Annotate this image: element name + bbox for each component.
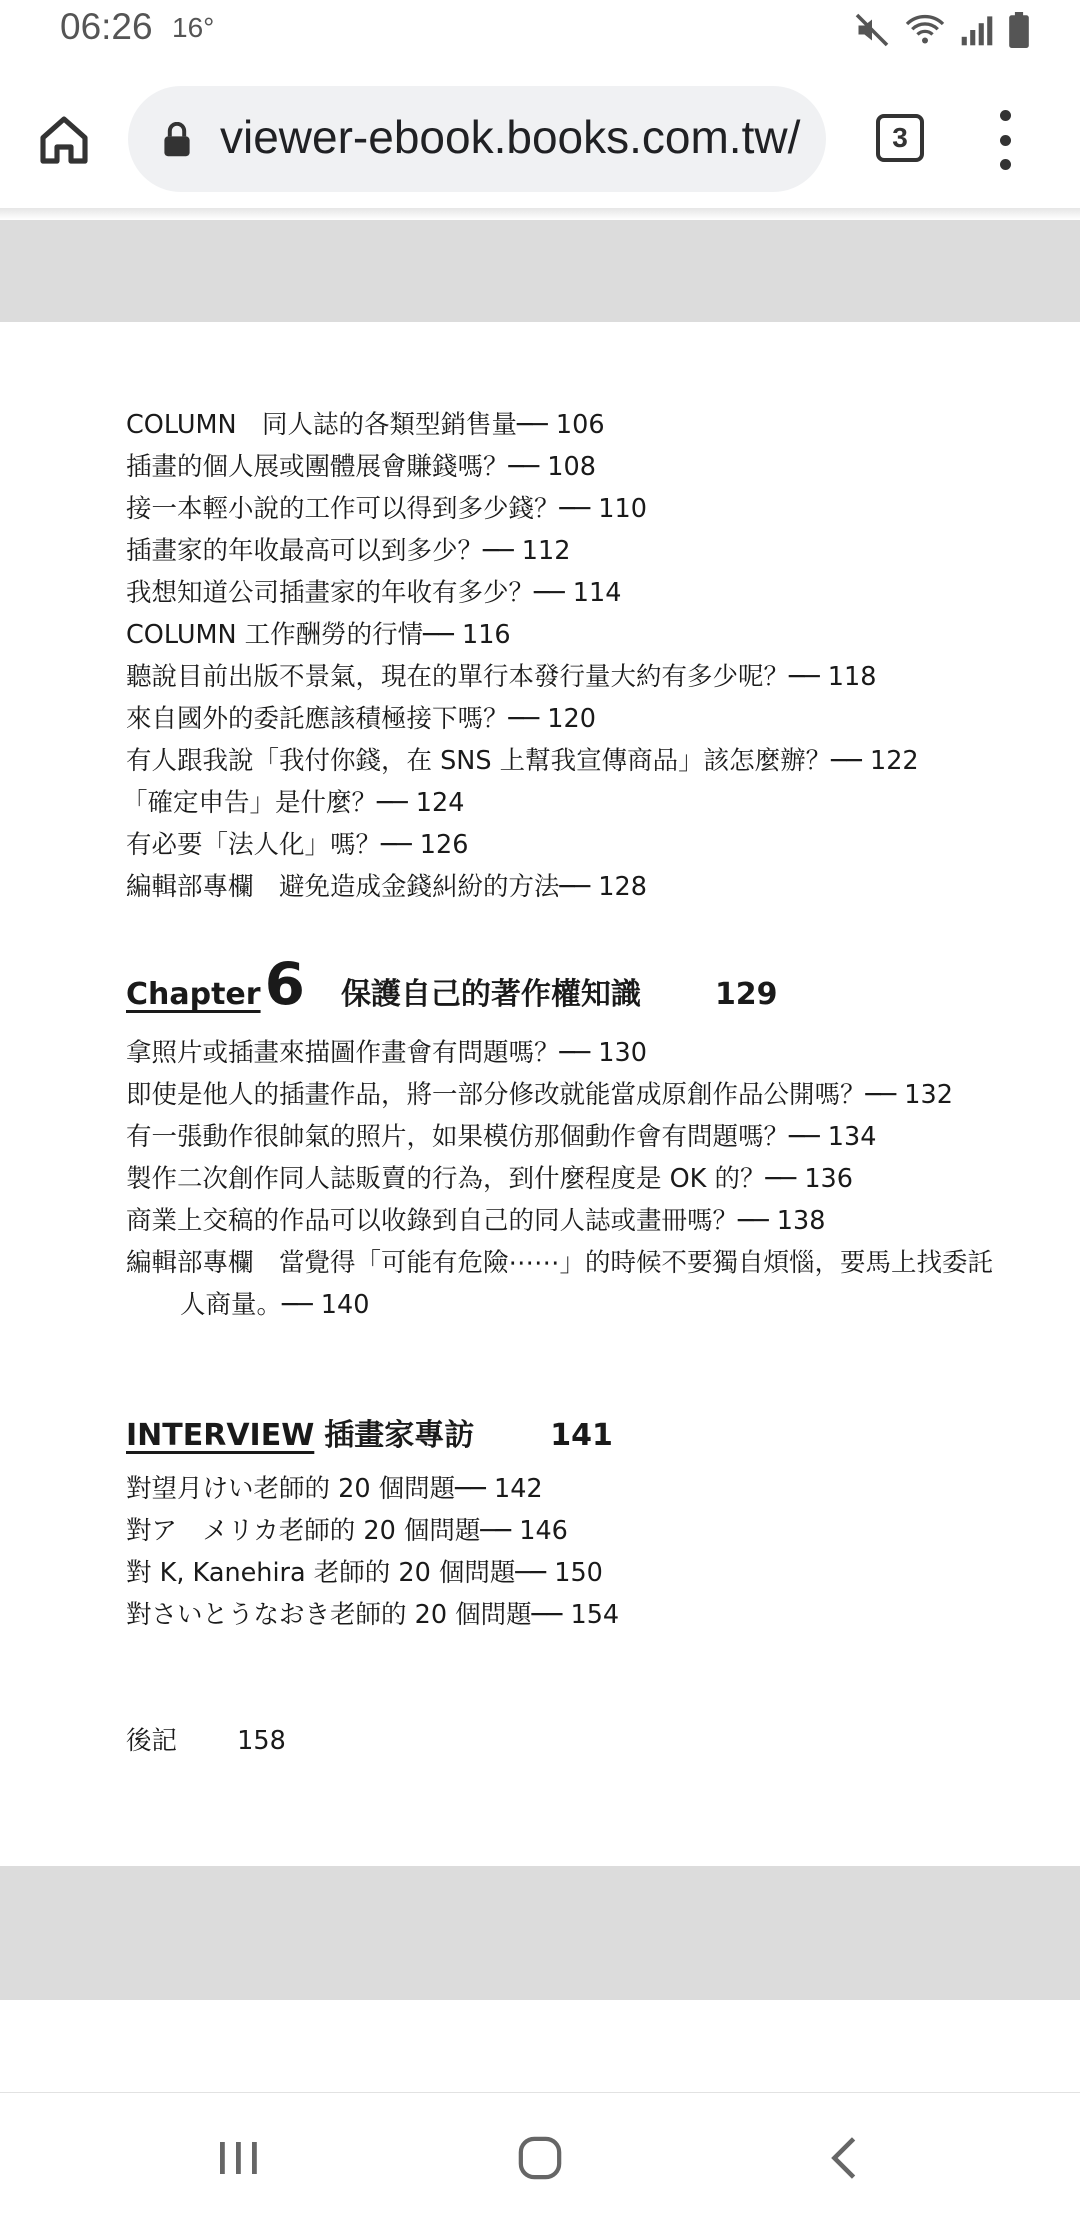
chapter-label: Chapter — [126, 977, 261, 1012]
toc-item[interactable]: 對ア メリカ老師的 20 個問題── 146 — [126, 1516, 568, 1546]
browser-toolbar — [0, 70, 1080, 210]
recent-apps-button[interactable] — [208, 2133, 268, 2183]
toc-item[interactable]: 來自國外的委託應該積極接下嗎？── 120 — [126, 704, 596, 734]
toc-item[interactable]: 編輯部專欄 當覺得「可能有危險⋯⋯」的時候不要獨自煩惱，要馬上找委託 — [126, 1248, 994, 1278]
menu-dot-icon — [1000, 159, 1011, 170]
chapter-number: 6 — [264, 950, 305, 1018]
status-bar — [0, 0, 1080, 60]
back-icon — [824, 2135, 864, 2181]
toolbar-shadow — [0, 208, 1080, 220]
interview-page: 141 — [550, 1418, 613, 1453]
battery-icon — [1008, 12, 1030, 48]
toc-item[interactable]: 編輯部專欄 避免造成金錢糾紛的方法── 128 — [126, 872, 647, 902]
toc-item[interactable]: 有一張動作很帥氣的照片，如果模仿那個動作會有問題嗎？── 134 — [126, 1122, 877, 1152]
toc-item[interactable]: 對望月けい老師的 20 個問題── 142 — [126, 1474, 543, 1504]
home-icon — [36, 112, 92, 168]
home-nav-button[interactable] — [510, 2133, 570, 2183]
toc-item[interactable]: 即使是他人的插畫作品，將一部分修改就能當成原創作品公開嗎？── 132 — [126, 1080, 953, 1110]
wifi-icon — [904, 12, 946, 48]
interview-heading[interactable] — [126, 1410, 613, 1454]
toc-item[interactable]: 聽說目前出版不景氣，現在的單行本發行量大約有多少呢？── 118 — [126, 662, 877, 692]
recent-apps-icon — [216, 2138, 260, 2178]
toc-item[interactable]: 拿照片或插畫來描圖作畫會有問題嗎？── 130 — [126, 1038, 647, 1068]
chapter-title: 保護自己的著作權知識 — [340, 977, 641, 1012]
address-bar[interactable] — [128, 86, 826, 192]
toc-item[interactable]: 接一本輕小說的工作可以得到多少錢？── 110 — [126, 494, 647, 524]
interview-title: 插畫家專訪 — [324, 1418, 475, 1453]
toc-item-continued[interactable]: 人商量。── 140 — [180, 1290, 370, 1320]
toc-item[interactable]: 對 K, Kanehira 老師的 20 個問題── 150 — [126, 1558, 603, 1588]
page-gap-top — [0, 220, 1080, 322]
page-gap-bottom — [0, 1866, 1080, 2000]
menu-dot-icon — [1000, 135, 1011, 146]
toc-item[interactable]: 我想知道公司插畫家的年收有多少？── 114 — [126, 578, 622, 608]
signal-icon — [960, 13, 994, 47]
tab-switcher-button[interactable]: 3 — [876, 114, 924, 162]
toc-item[interactable]: 有必要「法人化」嗎？── 126 — [126, 830, 469, 860]
system-navigation-bar — [0, 2092, 1080, 2221]
url-text[interactable]: viewer-ebook.books.com.tw/ — [220, 111, 801, 163]
toc-item[interactable]: 插畫的個人展或團體展會賺錢嗎？── 108 — [126, 452, 596, 482]
browser-menu-button[interactable] — [990, 110, 1020, 170]
afterword[interactable] — [126, 1724, 286, 1758]
afterword-label: 後記 — [126, 1726, 178, 1756]
menu-dot-icon — [1000, 110, 1011, 121]
status-icons — [854, 10, 1030, 50]
status-time: 06:26 — [60, 6, 153, 47]
mute-icon — [854, 12, 890, 48]
home-nav-icon — [517, 2135, 563, 2181]
toc-item[interactable]: 「確定申告」是什麼？── 124 — [122, 788, 465, 818]
interview-label: INTERVIEW — [126, 1418, 315, 1453]
toc-item[interactable]: 有人跟我說「我付你錢，在 SNS 上幫我宣傳商品」該怎麼辦？── 122 — [126, 746, 919, 776]
status-temperature: 16° — [172, 12, 215, 43]
toc-item[interactable]: 商業上交稿的作品可以收錄到自己的同人誌或畫冊嗎？── 138 — [126, 1206, 826, 1236]
back-button[interactable] — [814, 2133, 874, 2183]
lock-icon — [162, 122, 192, 158]
toc-item[interactable]: 對さいとうなおき老師的 20 個問題── 154 — [126, 1600, 620, 1630]
home-button[interactable] — [30, 106, 98, 174]
toc-item[interactable]: 製作二次創作同人誌販賣的行為，到什麼程度是 OK 的？── 136 — [126, 1164, 853, 1194]
toc-item[interactable]: COLUMN 工作酬勞的行情── 116 — [126, 620, 511, 650]
afterword-page: 158 — [237, 1726, 286, 1756]
toc-item[interactable]: 插畫家的年收最高可以到多少？── 112 — [126, 536, 571, 566]
toc-item[interactable]: COLUMN 同人誌的各類型銷售量── 106 — [126, 410, 605, 440]
chapter-page: 129 — [714, 977, 778, 1012]
chapter-6-heading[interactable] — [126, 950, 778, 1018]
